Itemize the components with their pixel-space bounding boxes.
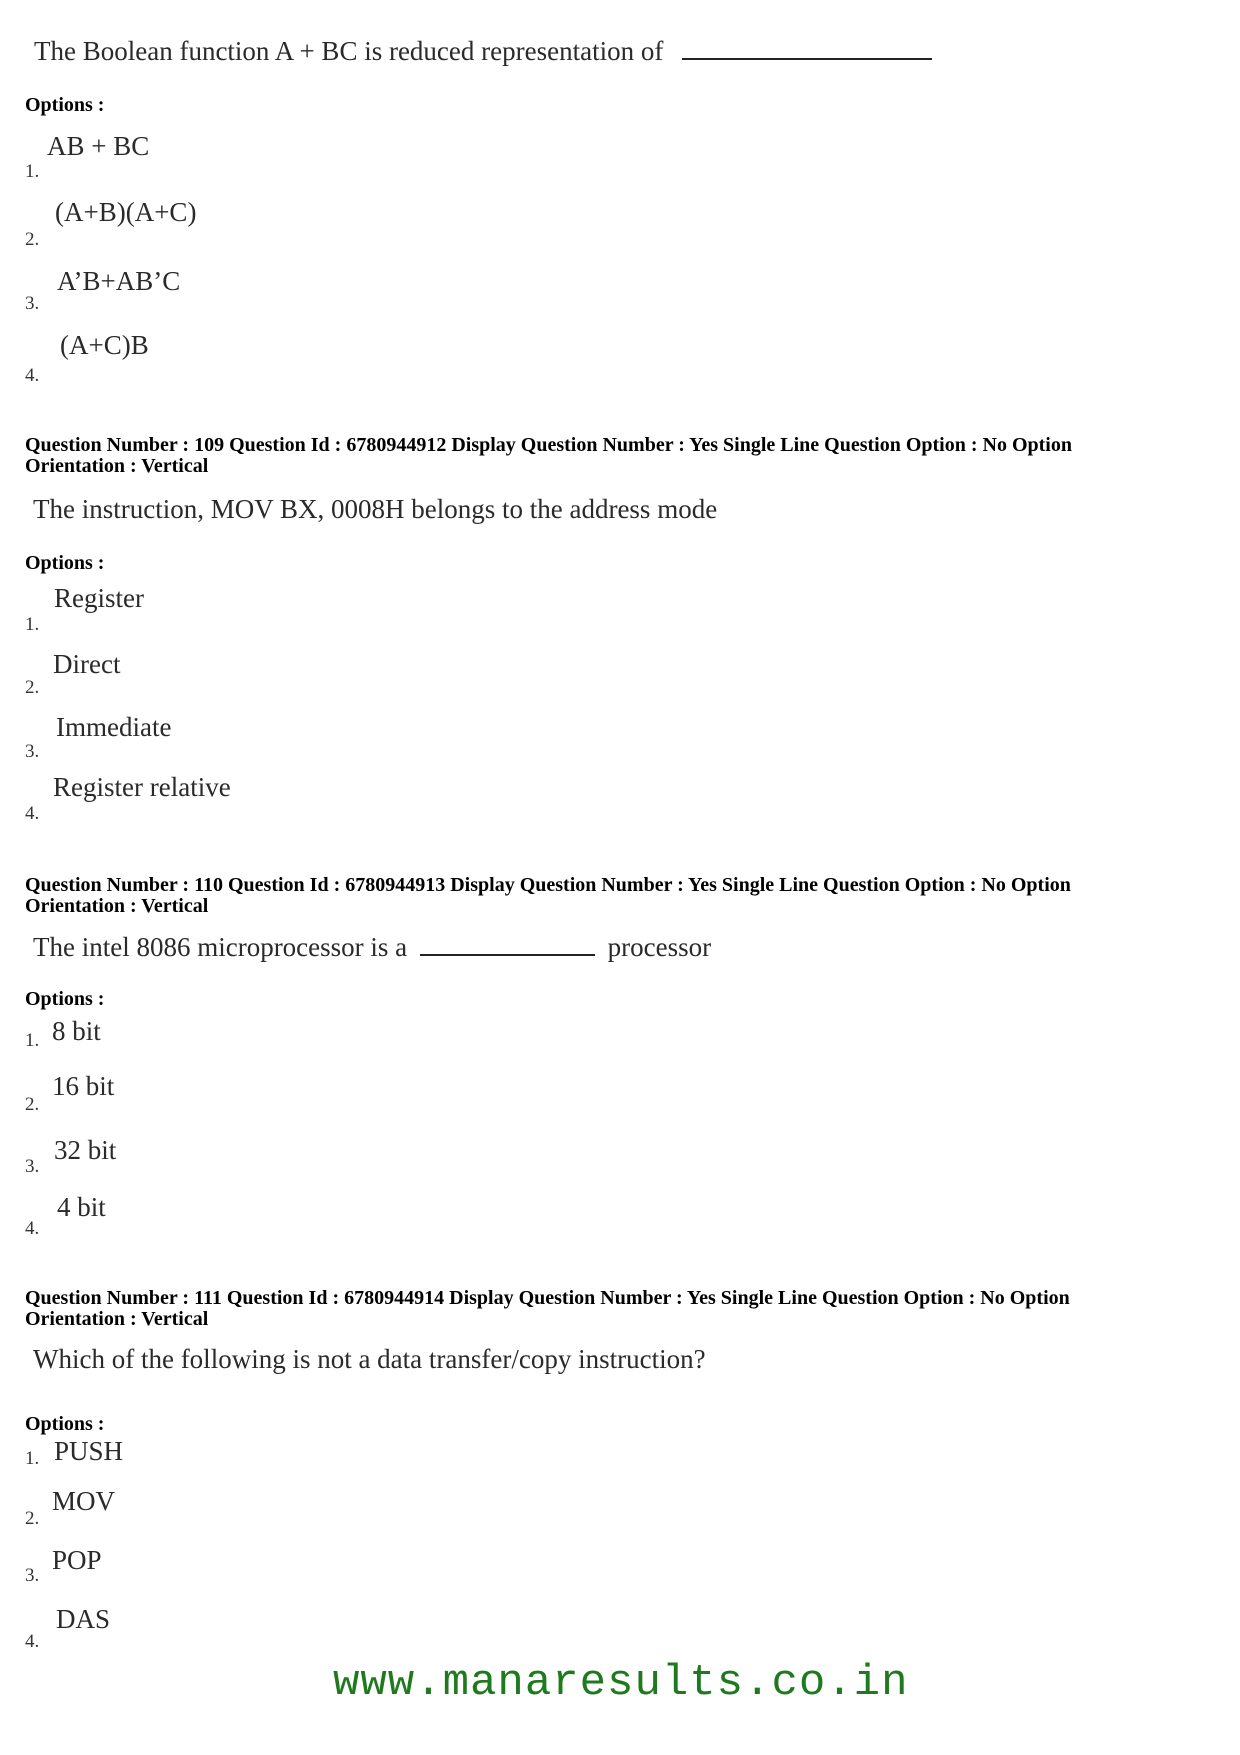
option-text: DAS: [56, 1604, 111, 1634]
option-number: 2.: [25, 677, 40, 698]
question-108-text-before: The Boolean function A + BC is reduced representation of: [34, 36, 664, 66]
option-text: 16 bit: [52, 1071, 115, 1101]
option-text: 32 bit: [54, 1135, 117, 1165]
option-text: A’B+AB’C: [57, 266, 181, 296]
question-109-text: The instruction, MOV BX, 0008H belongs to the address mode: [33, 494, 718, 524]
option-number: 4.: [25, 365, 40, 386]
question-111-meta: [25, 1288, 1070, 1330]
question-110-text: [33, 932, 711, 963]
option-text: 8 bit: [52, 1016, 101, 1046]
meta-line: Orientation : Vertical: [25, 895, 209, 917]
question-110-meta: [25, 875, 1071, 917]
option-number: 2.: [25, 1508, 40, 1529]
option-number: 4.: [25, 1631, 40, 1652]
option-number: 4.: [25, 1218, 40, 1239]
option-number: 2.: [25, 1094, 40, 1115]
option-text: MOV: [52, 1486, 116, 1516]
option-number: 1.: [25, 1448, 40, 1469]
question-110-text-before: The intel 8086 microprocessor is a: [33, 932, 408, 962]
option-number: 1.: [25, 614, 40, 635]
option-text: PUSH: [54, 1436, 124, 1466]
option-number: 3.: [25, 293, 40, 314]
meta-line: Orientation : Vertical: [25, 455, 209, 477]
option-number: 1.: [25, 161, 40, 182]
option-text: Register: [54, 583, 144, 613]
answer-blank: [682, 58, 932, 60]
question-108-text: [34, 36, 932, 67]
watermark-url: www.manaresults.co.in: [333, 1658, 909, 1708]
meta-line: Question Number : 110 Question Id : 6780944913 Display Question Number : Yes Single Line Question Option : No Option: [25, 874, 1071, 896]
option-number: 2.: [25, 229, 40, 250]
option-text: (A+C)B: [60, 330, 149, 360]
answer-blank: [420, 954, 595, 956]
option-text: (A+B)(A+C): [55, 197, 197, 227]
option-number: 3.: [25, 1565, 40, 1586]
meta-line: Question Number : 109 Question Id : 6780944912 Display Question Number : Yes Single Line Question Option : No Option: [25, 434, 1072, 456]
meta-line: Orientation : Vertical: [25, 1308, 209, 1330]
option-number: 3.: [25, 1156, 40, 1177]
option-text: AB + BC: [47, 131, 150, 161]
question-111-text: Which of the following is not a data transfer/copy instruction?: [33, 1344, 706, 1374]
option-number: 4.: [25, 803, 40, 824]
options-label: Options :: [25, 1413, 105, 1435]
question-109-meta: [25, 435, 1072, 477]
options-label: Options :: [25, 552, 105, 574]
options-label: Options :: [25, 988, 105, 1010]
options-label: Options :: [25, 94, 105, 116]
option-number: 3.: [25, 741, 40, 762]
option-text: Register relative: [53, 772, 231, 802]
question-110-text-after: processor: [607, 932, 712, 962]
option-text: Immediate: [56, 712, 172, 742]
option-text: POP: [52, 1545, 102, 1575]
meta-line: Question Number : 111 Question Id : 6780944914 Display Question Number : Yes Single Line Question Option : No Option: [25, 1287, 1070, 1309]
option-number: 1.: [25, 1030, 40, 1051]
option-text: Direct: [53, 649, 121, 679]
option-text: 4 bit: [57, 1192, 106, 1222]
